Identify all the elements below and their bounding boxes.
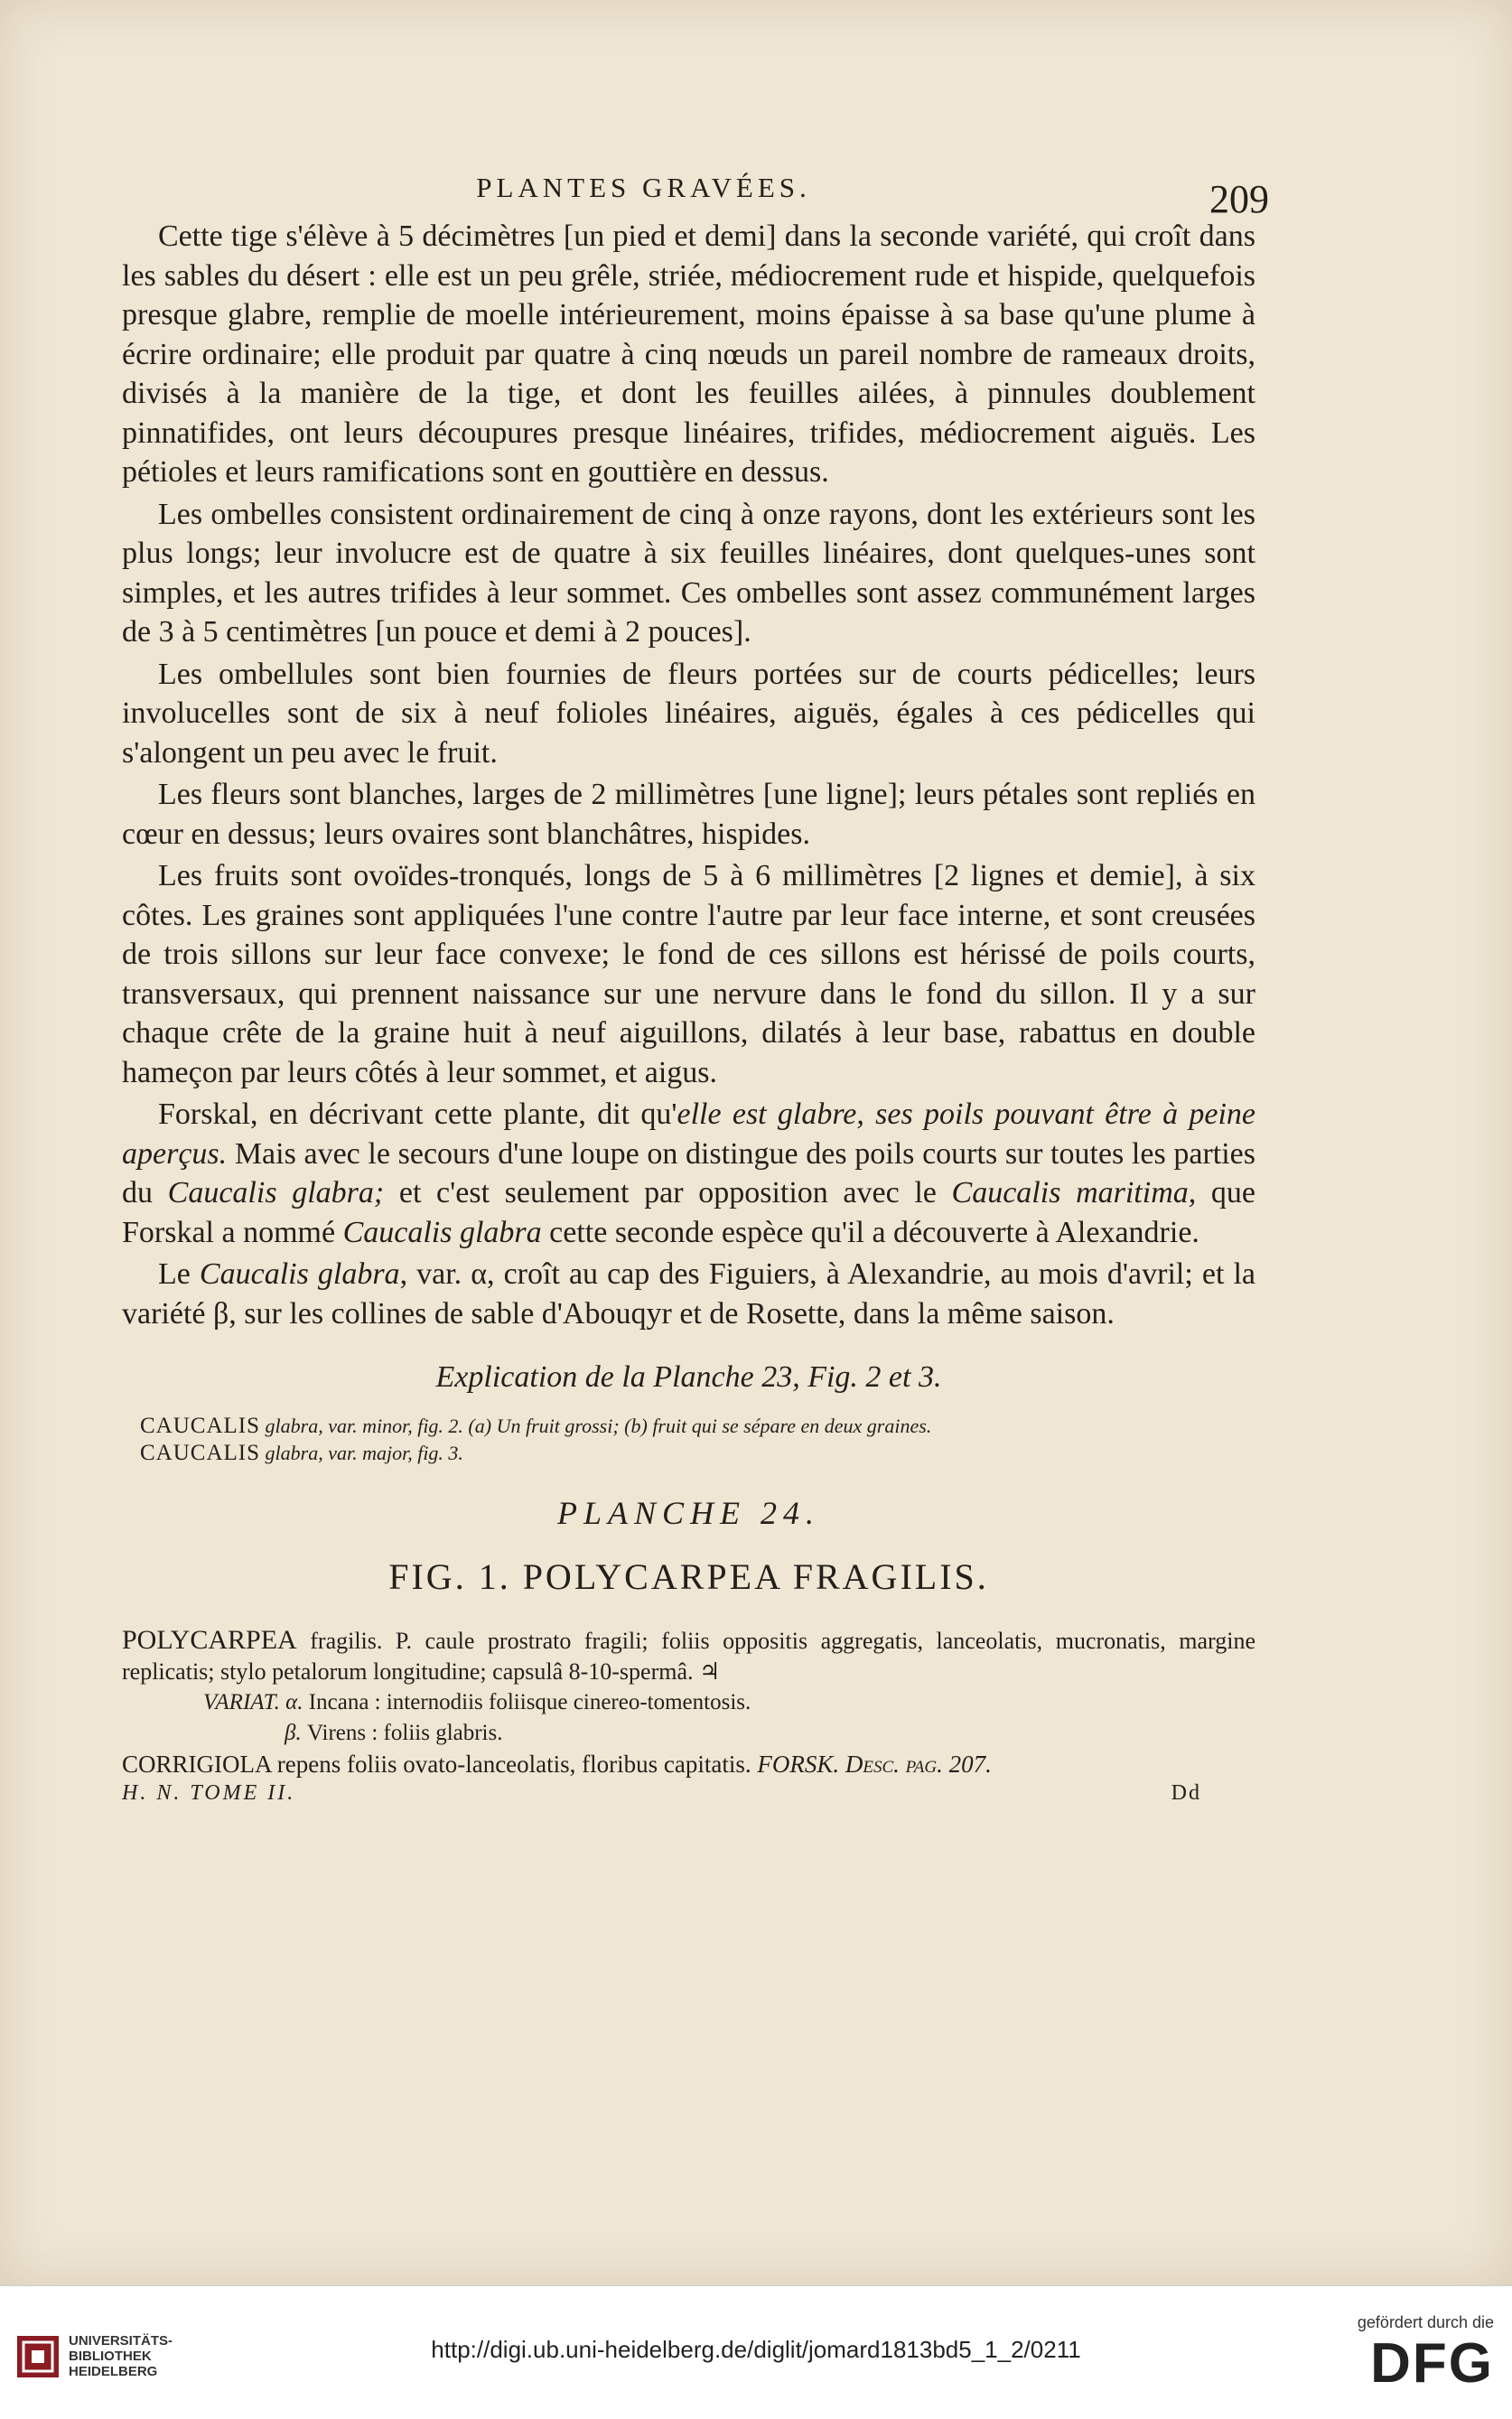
paragraph-forskal	[122, 1095, 1255, 1252]
species-name: Caucalis maritima,	[951, 1176, 1197, 1210]
paragraph-fruits: Les fruits sont ovoïdes-tronqués, longs de 5 à 6 millimètres [2 lignes et demie], à six côtes. Les graines sont appliquées l'une contre l'autre par leur face interne, et sont creusées de trois sillons sur leur face convexe; le fond de ces sillons est hérissé de poils courts, transversaux, qui prennent naissance sur une nervure dans le fond du sillon. Il y a sur chaque crête de la graine huit à neuf aiguillons, dilatés à leur base, rabattus en double hameçon par leurs côtés à leur sommet, et aigus.	[122, 859, 1255, 1089]
page-footer	[122, 1781, 1255, 1806]
variety-label: VARIAT. α.	[203, 1690, 303, 1714]
species-name: Caucalis glabra	[342, 1215, 542, 1249]
text-run: Mais avec le secours d'une loupe on distingue des poils courts sur toutes les parties du	[122, 1136, 1255, 1210]
text-run: Le	[158, 1257, 200, 1291]
volume-label: H. N. TOME II.	[122, 1781, 296, 1805]
variety-text: Virens : foliis glabris.	[306, 1721, 503, 1745]
synonym-line	[122, 1749, 1255, 1779]
species-diagnosis: fragilis. P. caule prostrato fragili; foliis oppositis aggregatis, lanceolatis, mucronatis, margine replicatis; stylo petalorum longitudine; capsulâ 8-10-spermâ. ♃	[122, 1628, 1256, 1685]
funder-name: DFG	[1370, 2332, 1494, 2395]
running-head	[122, 145, 1269, 221]
variety-alpha	[203, 1687, 1255, 1718]
text-run: que Forskal a nommé	[122, 1176, 1255, 1249]
page-number: 209	[1209, 177, 1269, 221]
text-run: et c'est seulement par opposition avec le	[384, 1176, 952, 1210]
paragraph-umbellules: Les ombellules sont bien fournies de fleurs portées sur de courts pédicelles; leurs involucelles sont de six à neuf folioles linéaires, aiguës, égales à ces pédicelles qui s'alongent un peu avec le fruit.	[122, 657, 1255, 770]
variety-beta	[285, 1718, 1255, 1749]
caption-fig-3	[140, 1440, 1255, 1467]
paragraph-habitat	[122, 1255, 1255, 1333]
caption-text: glabra, var. minor, fig. 2. (a) Un fruit grossi; (b) fruit qui se sépare en deux graines.	[265, 1415, 932, 1437]
page-content	[122, 145, 1269, 1806]
species-name: Caucalis glabra	[199, 1257, 400, 1291]
italic-quote: elle est glabre, ses poils pouvant être à peine aperçus.	[122, 1097, 1255, 1171]
paragraph-flowers: Les fleurs sont blanches, larges de 2 millimètres [une ligne]; leurs pétales sont repliés en cœur en dessus; leurs ovaires sont blanchâtres, hispides.	[122, 778, 1255, 851]
plate-explanation-heading: Explication de la Planche 23, Fig. 2 et 3.	[435, 1360, 942, 1394]
paragraph-umbels: Les ombelles consistent ordinairement de cinq à onze rayons, dont les extérieurs sont les plus longs; leur involucre est de quatre à six feuilles linéaires, dont quelques-unes sont simples, et les autres trifides à leur sommet. Ces ombelles sont assez communément larges de 3 à 5 centimètres [un pouce et demi à 2 pouces].	[122, 497, 1255, 649]
text-run: Forskal, en décrivant cette plante, dit qu'	[158, 1097, 677, 1131]
permalink-url[interactable]: http://digi.ub.uni-heidelberg.de/diglit/jomard1813bd5_1_2/0211	[431, 2336, 1081, 2363]
signature-mark: Dd	[1171, 1781, 1201, 1805]
caption-text: glabra, var. major, fig. 3.	[265, 1442, 463, 1464]
synonym-reference: FORSK. Desc. pag. 207.	[757, 1751, 992, 1778]
variety-text: Incana : internodiis foliisque cinereo-tomentosis.	[308, 1690, 751, 1714]
text-run: cette seconde espèce qu'il a découverte à Alexandrie.	[541, 1215, 1199, 1249]
funder-label: gefördert durch die	[1357, 2313, 1494, 2331]
variety-label: β.	[285, 1721, 302, 1745]
figure-heading: FIG. 1. POLYCARPEA FRAGILIS.	[388, 1556, 989, 1597]
text-run: , var. α, croît au cap des Figuiers, à Alexandrie, au mois d'avril; et la variété β, sur les collines de sable d'Abouqyr et de Rosette, dans la même saison.	[122, 1257, 1256, 1331]
caption-fig-2	[140, 1413, 1255, 1440]
bottom-bar	[0, 2285, 1512, 2419]
species-name: Caucalis glabra;	[167, 1176, 385, 1210]
funder-logo[interactable]	[1358, 2313, 1494, 2396]
plate-heading: PLANCHE 24.	[556, 1495, 820, 1531]
species-description	[122, 1625, 1255, 1687]
library-name: UNIVERSITÄTS- BIBLIOTHEK HEIDELBERG	[69, 2333, 173, 2379]
species-genus: POLYCARPEA	[122, 1625, 297, 1655]
paragraph-stem: Cette tige s'élève à 5 décimètres [un pied et demi] dans la seconde variété, qui croît dans les sables du désert : elle est un peu grêle, striée, médiocrement rude et hispide, quelquefois presque glabre, remplie de moelle intérieurement, moins épaisse à sa base qu'une plume à écrire ordinaire; elle produit par quatre à cinq nœuds un pareil nombre de rameaux droits, divisés à la manière de la tige, et dont les feuilles ailées, à pinnules doublement pinnatifides, ont leurs découpures presque linéaires, trifides, médiocrement aiguës. Les pétioles et leurs ramifications sont en gouttière en dessus.	[122, 219, 1255, 489]
caption-genus: CAUCALIS	[140, 1441, 261, 1465]
synonym-text: repens foliis ovato-lanceolatis, floribus capitatis.	[276, 1751, 751, 1778]
caption-genus: CAUCALIS	[140, 1414, 261, 1438]
synonym-genus: CORRIGIOLA	[122, 1751, 272, 1778]
running-title: PLANTES GRAVÉES.	[476, 172, 811, 203]
